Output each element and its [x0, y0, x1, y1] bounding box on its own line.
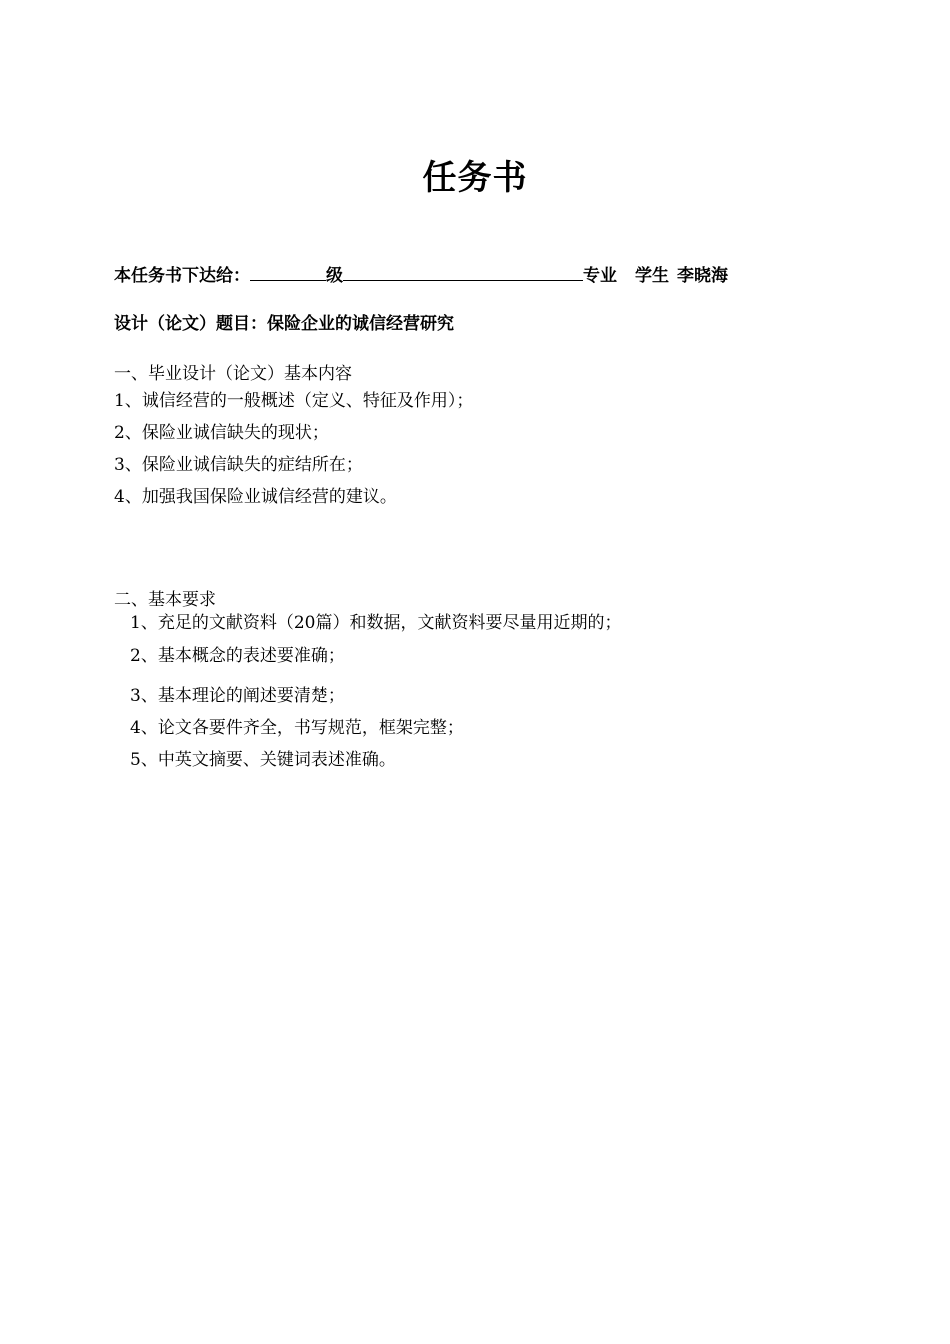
section2-item: 3、基本理论的阐述要清楚； [130, 686, 345, 706]
student-name: 李晓海 [677, 266, 728, 286]
major-blank [343, 264, 583, 281]
topic-label: 设计（论文）题目： [114, 314, 267, 334]
section1-item: 4、加强我国保险业诚信经营的建议。 [114, 487, 397, 507]
section1-heading: 一、毕业设计（论文）基本内容 [114, 364, 352, 384]
section2-item: 1、充足的文献资料（20篇）和数据，文献资料要尽量用近期的； [130, 613, 622, 633]
document-title: 任务书 [422, 158, 528, 198]
section2-heading: 二、基本要求 [114, 590, 216, 610]
major-suffix: 专业 [583, 266, 617, 286]
grade-blank [250, 264, 326, 281]
section1-item: 2、保险业诚信缺失的现状； [114, 423, 329, 443]
grade-suffix: 级 [326, 266, 343, 286]
section2-item: 4、论文各要件齐全，书写规范，框架完整； [130, 718, 464, 738]
student-label: 学生 [635, 266, 669, 286]
section2-item: 2、基本概念的表述要准确； [130, 646, 345, 666]
topic-value: 保险企业的诚信经营研究 [267, 314, 454, 334]
section1-item: 1、诚信经营的一般概述（定义、特征及作用）； [114, 391, 474, 411]
assignment-line [114, 264, 728, 287]
topic-line [114, 313, 454, 335]
section1-item: 3、保险业诚信缺失的症结所在； [114, 455, 363, 475]
section2-item: 5、中英文摘要、关键词表述准确。 [130, 750, 396, 770]
assignment-prefix: 本任务书下达给： [114, 266, 250, 286]
